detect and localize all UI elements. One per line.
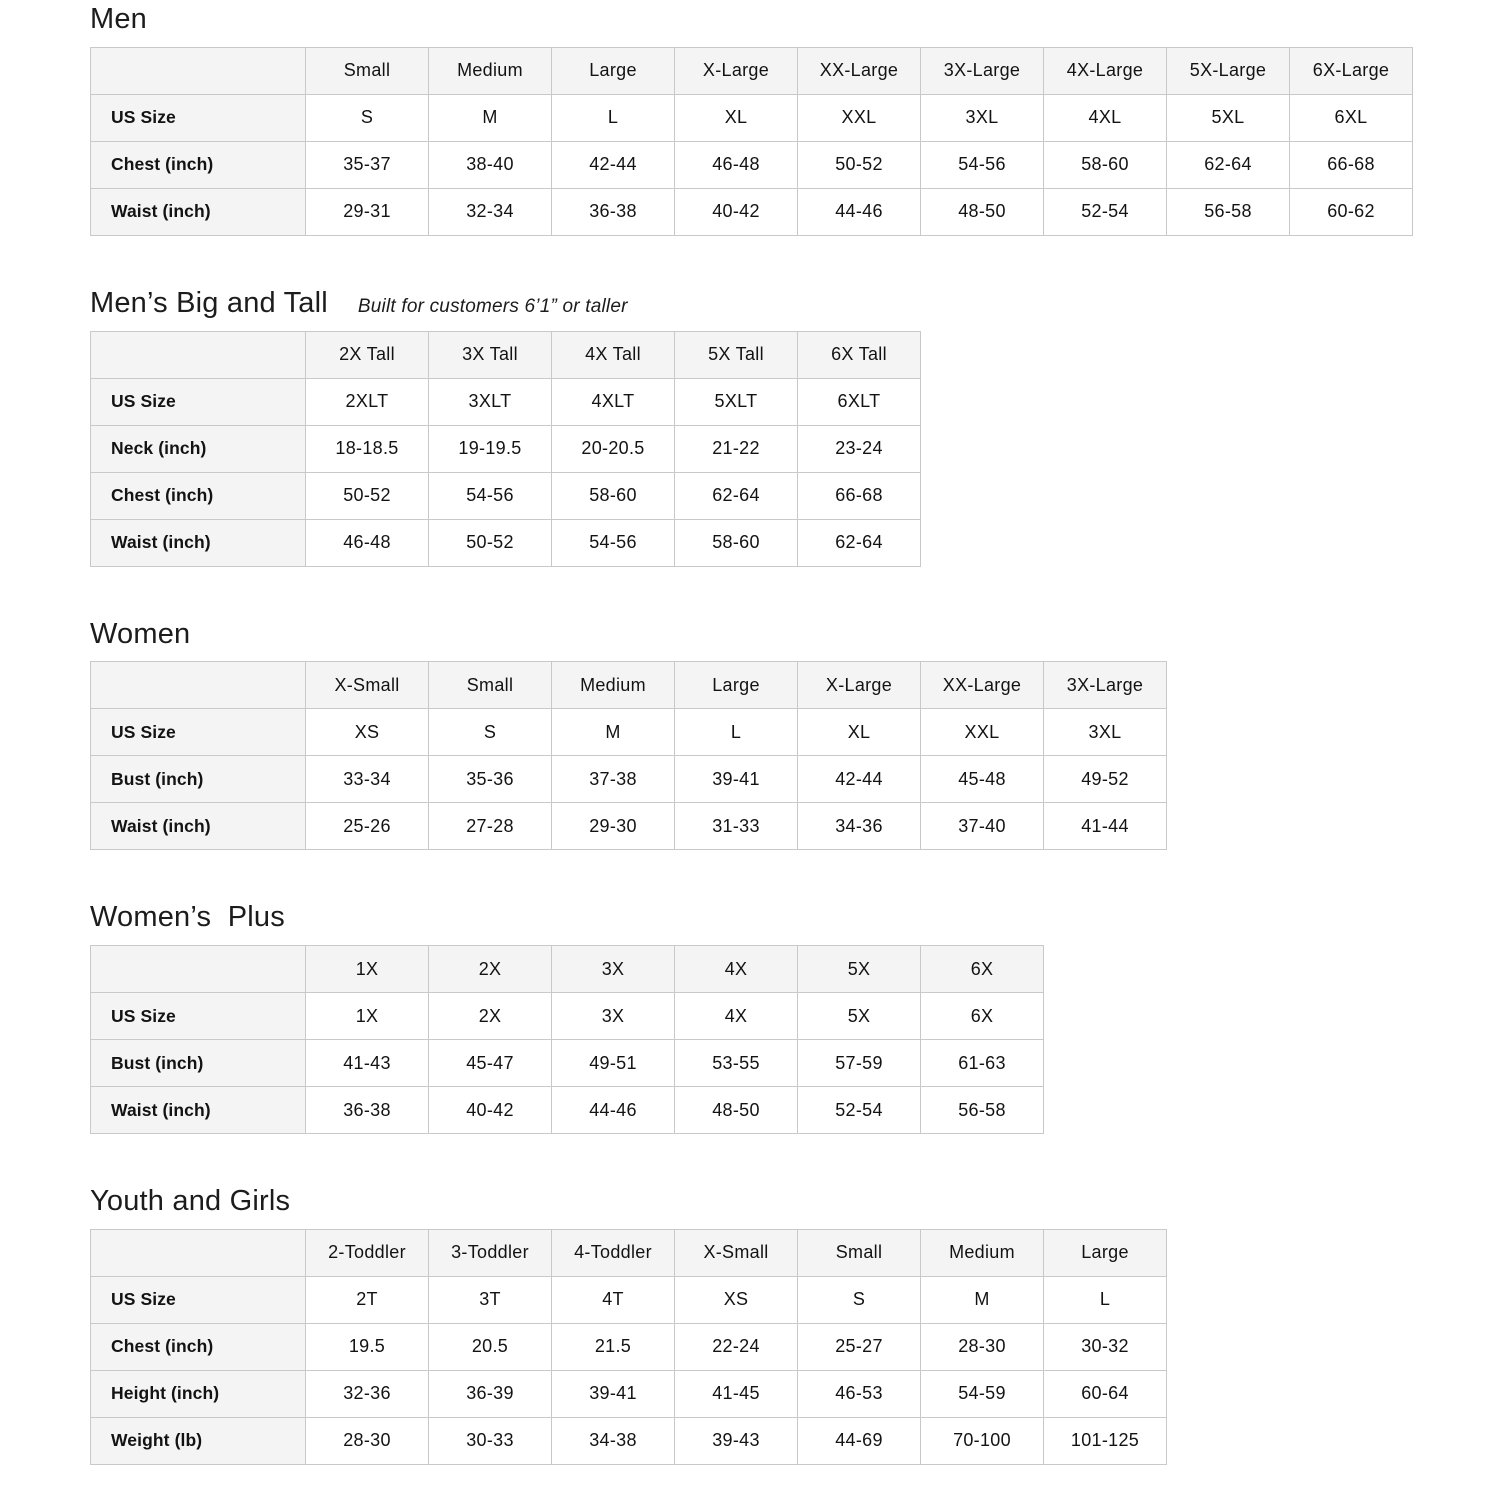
cell-value: 37-38 [552, 756, 675, 803]
cell-value: XXL [798, 94, 921, 141]
cell-value: 19-19.5 [429, 425, 552, 472]
column-header: X-Small [675, 1229, 798, 1276]
row-label: Waist (inch) [91, 803, 306, 850]
column-header: 3X [552, 946, 675, 993]
cell-value: 27-28 [429, 803, 552, 850]
cell-value: 4XL [1044, 94, 1167, 141]
cell-value: 61-63 [921, 1040, 1044, 1087]
cell-value: 46-48 [675, 141, 798, 188]
section-subtitle-big-and-tall: Built for customers 6’1” or taller [357, 295, 628, 317]
row-label: US Size [91, 993, 306, 1040]
table-row [91, 1276, 1167, 1323]
table-row [91, 1417, 1167, 1464]
cell-value: 1X [306, 993, 429, 1040]
cell-value: 3XL [1044, 709, 1167, 756]
table-row [91, 425, 921, 472]
cell-value: 60-62 [1290, 188, 1413, 235]
table-row [91, 756, 1167, 803]
row-label: Chest (inch) [91, 141, 306, 188]
cell-value: M [552, 709, 675, 756]
cell-value: 20-20.5 [552, 425, 675, 472]
column-header: 3X-Large [1044, 662, 1167, 709]
column-header: 6X Tall [798, 331, 921, 378]
cell-value: 62-64 [798, 519, 921, 566]
cell-value: 46-53 [798, 1370, 921, 1417]
column-header: Small [798, 1229, 921, 1276]
youth-and-girls-size-table [90, 1229, 1167, 1465]
column-header: Large [552, 47, 675, 94]
cell-value: 66-68 [1290, 141, 1413, 188]
cell-value: 18-18.5 [306, 425, 429, 472]
cell-value: 57-59 [798, 1040, 921, 1087]
size-section-women [90, 617, 1497, 851]
section-title-men: Men [90, 3, 148, 35]
column-header: XX-Large [921, 662, 1044, 709]
cell-value: 50-52 [798, 141, 921, 188]
table-row [91, 472, 921, 519]
cell-value: XS [675, 1276, 798, 1323]
column-header: 4X-Large [1044, 47, 1167, 94]
cell-value: 41-44 [1044, 803, 1167, 850]
cell-value: 40-42 [429, 1087, 552, 1134]
cell-value: M [921, 1276, 1044, 1323]
cell-value: 2T [306, 1276, 429, 1323]
corner-cell [91, 1229, 306, 1276]
column-header: Small [429, 662, 552, 709]
cell-value: 58-60 [552, 472, 675, 519]
column-header: 4-Toddler [552, 1229, 675, 1276]
section-title-youth-and-girls: Youth and Girls [90, 1185, 291, 1218]
cell-value: 50-52 [306, 472, 429, 519]
row-label: Waist (inch) [91, 519, 306, 566]
cell-value: 41-43 [306, 1040, 429, 1087]
cell-value: 30-32 [1044, 1323, 1167, 1370]
column-header: 4X Tall [552, 331, 675, 378]
column-header: 6X-Large [1290, 47, 1413, 94]
size-section-mens-big-and-tall [90, 286, 1497, 567]
table-row [91, 1323, 1167, 1370]
cell-value: 6X [921, 993, 1044, 1040]
table-row [91, 141, 1413, 188]
column-header: 4X [675, 946, 798, 993]
cell-value: 39-41 [552, 1370, 675, 1417]
cell-value: 44-46 [798, 188, 921, 235]
cell-value: 46-48 [306, 519, 429, 566]
table-row [91, 378, 921, 425]
cell-value: 60-64 [1044, 1370, 1167, 1417]
row-label: Bust (inch) [91, 756, 306, 803]
cell-value: 4XLT [552, 378, 675, 425]
row-label: Chest (inch) [91, 472, 306, 519]
womens-plus-size-table [90, 945, 1044, 1134]
cell-value: 32-36 [306, 1370, 429, 1417]
section-title-mens-big-and-tall: Men’s Big and Tall [90, 286, 328, 319]
cell-value: 19.5 [306, 1323, 429, 1370]
cell-value: 56-58 [921, 1087, 1044, 1134]
cell-value: 5XLT [675, 378, 798, 425]
cell-value: 50-52 [429, 519, 552, 566]
cell-value: S [306, 94, 429, 141]
cell-value: 54-56 [552, 519, 675, 566]
table-row [91, 519, 921, 566]
cell-value: 38-40 [429, 141, 552, 188]
section-title-women: Women [90, 617, 191, 650]
cell-value: 58-60 [1044, 141, 1167, 188]
section-header [90, 900, 1497, 935]
cell-value: L [675, 709, 798, 756]
table-row [91, 1040, 1044, 1087]
row-label: US Size [91, 709, 306, 756]
cell-value: 22-24 [675, 1323, 798, 1370]
women-size-table [90, 661, 1167, 850]
column-header: X-Large [798, 662, 921, 709]
cell-value: 33-34 [306, 756, 429, 803]
cell-value: 39-43 [675, 1417, 798, 1464]
corner-cell [91, 47, 306, 94]
column-header: Medium [552, 662, 675, 709]
section-header [90, 1184, 1497, 1219]
column-header: 6X [921, 946, 1044, 993]
cell-value: 5X [798, 993, 921, 1040]
cell-value: 25-27 [798, 1323, 921, 1370]
cell-value: 3XL [921, 94, 1044, 141]
column-header: X-Large [675, 47, 798, 94]
cell-value: S [798, 1276, 921, 1323]
cell-value: 3T [429, 1276, 552, 1323]
cell-value: 6XL [1290, 94, 1413, 141]
cell-value: 21-22 [675, 425, 798, 472]
cell-value: 31-33 [675, 803, 798, 850]
cell-value: 5XL [1167, 94, 1290, 141]
column-header: Large [1044, 1229, 1167, 1276]
cell-value: 62-64 [675, 472, 798, 519]
cell-value: 101-125 [1044, 1417, 1167, 1464]
cell-value: 52-54 [1044, 188, 1167, 235]
column-header: Medium [921, 1229, 1044, 1276]
row-label: US Size [91, 94, 306, 141]
cell-value: 32-34 [429, 188, 552, 235]
column-header: Large [675, 662, 798, 709]
column-header: 5X Tall [675, 331, 798, 378]
cell-value: S [429, 709, 552, 756]
cell-value: 36-38 [306, 1087, 429, 1134]
cell-value: 2XLT [306, 378, 429, 425]
cell-value: 41-45 [675, 1370, 798, 1417]
section-header [90, 617, 1497, 652]
size-section-womens-plus [90, 900, 1497, 1134]
cell-value: 6XLT [798, 378, 921, 425]
cell-value: 58-60 [675, 519, 798, 566]
cell-value: 4T [552, 1276, 675, 1323]
row-label: Bust (inch) [91, 1040, 306, 1087]
corner-cell [91, 662, 306, 709]
mens-big-and-tall-size-table [90, 331, 921, 567]
row-label: Chest (inch) [91, 1323, 306, 1370]
table-row [91, 94, 1413, 141]
cell-value: 54-56 [429, 472, 552, 519]
row-label: Height (inch) [91, 1370, 306, 1417]
cell-value: 39-41 [675, 756, 798, 803]
cell-value: 29-31 [306, 188, 429, 235]
cell-value: XL [675, 94, 798, 141]
table-row [91, 1087, 1044, 1134]
cell-value: 35-36 [429, 756, 552, 803]
column-header: 3-Toddler [429, 1229, 552, 1276]
column-header: 2X [429, 946, 552, 993]
column-header: 3X-Large [921, 47, 1044, 94]
cell-value: 37-40 [921, 803, 1044, 850]
cell-value: 34-38 [552, 1417, 675, 1464]
cell-value: 36-38 [552, 188, 675, 235]
cell-value: 54-59 [921, 1370, 1044, 1417]
column-header: XX-Large [798, 47, 921, 94]
cell-value: 30-33 [429, 1417, 552, 1464]
cell-value: 45-47 [429, 1040, 552, 1087]
cell-value: 23-24 [798, 425, 921, 472]
column-header: Medium [429, 47, 552, 94]
cell-value: 53-55 [675, 1040, 798, 1087]
section-header [90, 286, 1497, 321]
size-section-men [90, 2, 1497, 236]
row-label: Weight (lb) [91, 1417, 306, 1464]
cell-value: 52-54 [798, 1087, 921, 1134]
cell-value: 56-58 [1167, 188, 1290, 235]
cell-value: 62-64 [1167, 141, 1290, 188]
column-header: 2X Tall [306, 331, 429, 378]
cell-value: XS [306, 709, 429, 756]
row-label: US Size [91, 1276, 306, 1323]
cell-value: 44-46 [552, 1087, 675, 1134]
cell-value: 28-30 [921, 1323, 1044, 1370]
column-header: 2-Toddler [306, 1229, 429, 1276]
cell-value: 48-50 [675, 1087, 798, 1134]
table-row [91, 709, 1167, 756]
column-header: 1X [306, 946, 429, 993]
cell-value: 25-26 [306, 803, 429, 850]
cell-value: 28-30 [306, 1417, 429, 1464]
cell-value: 54-56 [921, 141, 1044, 188]
cell-value: 48-50 [921, 188, 1044, 235]
table-row [91, 188, 1413, 235]
cell-value: 21.5 [552, 1323, 675, 1370]
table-row [91, 993, 1044, 1040]
cell-value: 42-44 [552, 141, 675, 188]
row-label: Waist (inch) [91, 188, 306, 235]
men-size-table [90, 47, 1413, 236]
cell-value: M [429, 94, 552, 141]
row-label: US Size [91, 378, 306, 425]
cell-value: 45-48 [921, 756, 1044, 803]
column-header: 5X-Large [1167, 47, 1290, 94]
cell-value: L [1044, 1276, 1167, 1323]
table-row [91, 803, 1167, 850]
cell-value: 4X [675, 993, 798, 1040]
cell-value: XL [798, 709, 921, 756]
cell-value: 49-51 [552, 1040, 675, 1087]
cell-value: XXL [921, 709, 1044, 756]
column-header: 5X [798, 946, 921, 993]
column-header: Small [306, 47, 429, 94]
cell-value: 3X [552, 993, 675, 1040]
section-title-womens-plus: Women’s Plus [90, 901, 285, 934]
size-section-youth-and-girls [90, 1184, 1497, 1465]
cell-value: 49-52 [1044, 756, 1167, 803]
cell-value: 36-39 [429, 1370, 552, 1417]
table-row [91, 1370, 1167, 1417]
cell-value: 66-68 [798, 472, 921, 519]
cell-value: 20.5 [429, 1323, 552, 1370]
cell-value: 34-36 [798, 803, 921, 850]
column-header: X-Small [306, 662, 429, 709]
corner-cell [91, 946, 306, 993]
row-label: Neck (inch) [91, 425, 306, 472]
cell-value: 2X [429, 993, 552, 1040]
section-header [90, 2, 1497, 37]
cell-value: 44-69 [798, 1417, 921, 1464]
cell-value: L [552, 94, 675, 141]
cell-value: 70-100 [921, 1417, 1044, 1464]
cell-value: 35-37 [306, 141, 429, 188]
column-header: 3X Tall [429, 331, 552, 378]
cell-value: 3XLT [429, 378, 552, 425]
cell-value: 40-42 [675, 188, 798, 235]
cell-value: 42-44 [798, 756, 921, 803]
cell-value: 29-30 [552, 803, 675, 850]
row-label: Waist (inch) [91, 1087, 306, 1134]
corner-cell [91, 331, 306, 378]
